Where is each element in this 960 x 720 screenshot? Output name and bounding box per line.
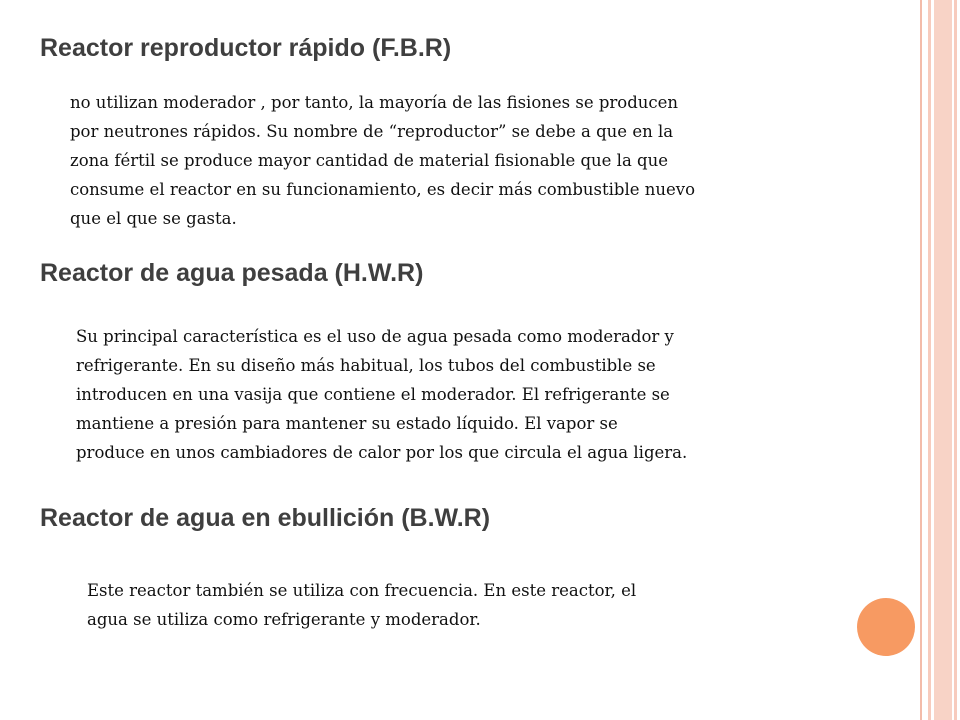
stripe-line: [920, 0, 922, 720]
decorative-orange-circle: [857, 598, 915, 656]
body-line: Este reactor también se utiliza con frecuencia. En este reactor, el: [87, 581, 637, 600]
body-line: por neutrones rápidos. Su nombre de “reproductor” se debe a que en la: [70, 122, 674, 141]
body-line: no utilizan moderador , por tanto, la mayoría de las fisiones se producen: [70, 93, 679, 112]
section-body-bwr: [87, 576, 636, 634]
stripe-band: [934, 0, 952, 720]
section-heading-fbr: Reactor reproductor rápido (F.B.R): [40, 34, 452, 62]
body-line: zona fértil se produce mayor cantidad de material fisionable que la que: [70, 151, 668, 170]
right-decorative-stripes: [920, 0, 960, 720]
body-line: introducen en una vasija que contiene el moderador. El refrigerante se: [76, 385, 670, 404]
body-line: mantiene a presión para mantener su estado líquido. El vapor se: [76, 414, 618, 433]
body-line: refrigerante. En su diseño más habitual, los tubos del combustible se: [76, 356, 656, 375]
body-line: Su principal característica es el uso de agua pesada como moderador y: [76, 327, 674, 346]
section-heading-hwr: Reactor de agua pesada (H.W.R): [40, 259, 424, 287]
section-body-hwr: [76, 322, 687, 467]
body-line: consume el reactor en su funcionamiento, es decir más combustible nuevo: [70, 180, 696, 199]
section-body-fbr: [70, 88, 695, 233]
stripe-line: [954, 0, 957, 720]
section-heading-bwr: Reactor de agua en ebullición (B.W.R): [40, 504, 491, 532]
body-line: agua se utiliza como refrigerante y moderador.: [87, 610, 481, 629]
body-line: produce en unos cambiadores de calor por los que circula el agua ligera.: [76, 443, 688, 462]
stripe-line: [928, 0, 931, 720]
body-line: que el que se gasta.: [70, 209, 237, 228]
